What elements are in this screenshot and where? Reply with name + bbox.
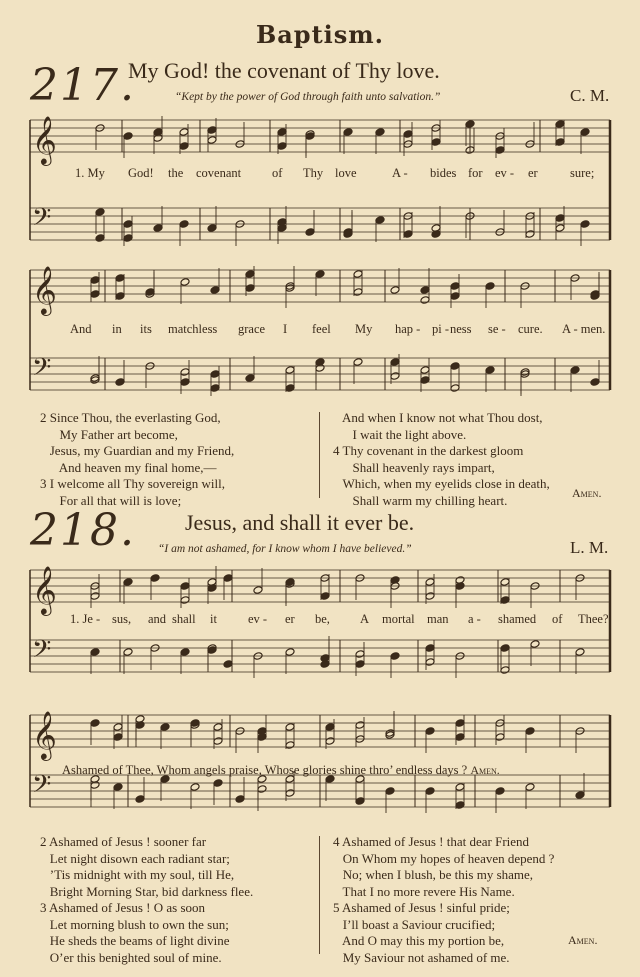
note-head bbox=[113, 783, 123, 792]
note-head bbox=[420, 286, 430, 295]
lyric-syllable: I bbox=[283, 322, 288, 336]
bass-clef-icon: 𝄢 bbox=[32, 353, 52, 388]
note-head bbox=[207, 224, 217, 233]
note-head bbox=[135, 721, 145, 730]
note-head bbox=[525, 230, 535, 239]
lyric-syllable: for bbox=[468, 166, 483, 180]
note-head bbox=[315, 364, 325, 373]
lyric-syllable: bides bbox=[430, 166, 457, 180]
treble-clef-icon: 𝄞 bbox=[32, 565, 57, 614]
music-system-1 bbox=[0, 108, 640, 263]
note-head bbox=[485, 366, 495, 375]
note-head bbox=[123, 578, 133, 587]
note-head bbox=[285, 384, 295, 393]
note-head bbox=[285, 789, 295, 798]
note-head bbox=[455, 719, 465, 728]
lyric-syllable: be, bbox=[315, 612, 330, 626]
lyric-syllable: pi - bbox=[432, 322, 450, 336]
note-head bbox=[210, 286, 220, 295]
lyric-syllable: sure; bbox=[570, 166, 595, 180]
lyric-syllable: its bbox=[140, 322, 152, 336]
note-head bbox=[570, 366, 580, 375]
note-head bbox=[153, 134, 163, 143]
lyric-syllable: feel bbox=[312, 322, 331, 336]
note-head bbox=[500, 578, 510, 587]
hymn-number: 217. bbox=[30, 60, 136, 111]
note-head bbox=[277, 218, 287, 227]
lyrics-line bbox=[0, 322, 640, 338]
lyric-syllable: man bbox=[427, 612, 449, 626]
note-head bbox=[495, 146, 505, 155]
note-head bbox=[213, 737, 223, 746]
lyric-syllable: a - bbox=[468, 612, 481, 626]
note-head bbox=[90, 290, 100, 299]
note-head bbox=[213, 723, 223, 732]
note-head bbox=[425, 727, 435, 736]
note-head bbox=[207, 584, 217, 593]
note-head bbox=[530, 640, 540, 649]
note-head bbox=[123, 132, 133, 141]
lyric-syllable: it bbox=[210, 612, 217, 626]
note-head bbox=[353, 358, 363, 367]
note-head bbox=[403, 230, 413, 239]
note-head bbox=[575, 791, 585, 800]
note-head bbox=[485, 282, 495, 291]
note-head bbox=[245, 270, 255, 279]
note-head bbox=[450, 292, 460, 301]
note-head bbox=[113, 733, 123, 742]
note-head bbox=[320, 592, 330, 601]
lyrics-line bbox=[62, 763, 500, 778]
lyric-syllable: ev - bbox=[248, 612, 268, 626]
amen: Amen. bbox=[568, 933, 598, 947]
note-head bbox=[525, 727, 535, 736]
lyric-syllable: mortal bbox=[382, 612, 415, 626]
note-head bbox=[153, 224, 163, 233]
lyric-syllable: Thy bbox=[303, 166, 324, 180]
note-head bbox=[213, 779, 223, 788]
lyric-syllable: covenant bbox=[196, 166, 242, 180]
note-head bbox=[95, 234, 105, 243]
note-head bbox=[160, 723, 170, 732]
note-head bbox=[525, 783, 535, 792]
lyric-syllable: matchless bbox=[168, 322, 218, 336]
note-head bbox=[190, 783, 200, 792]
note-head bbox=[355, 660, 365, 669]
note-head bbox=[325, 737, 335, 746]
note-head bbox=[90, 719, 100, 728]
lyric-syllable: A - bbox=[392, 166, 408, 180]
note-head bbox=[90, 781, 100, 790]
note-head bbox=[580, 128, 590, 137]
note-head bbox=[465, 120, 475, 129]
note-head bbox=[420, 296, 430, 305]
treble-clef-icon: 𝄞 bbox=[32, 710, 57, 759]
note-head bbox=[135, 795, 145, 804]
lyric-syllable: God! bbox=[128, 166, 154, 180]
note-head bbox=[90, 276, 100, 285]
lyrics-line bbox=[0, 166, 640, 182]
note-head bbox=[450, 362, 460, 371]
note-head bbox=[115, 274, 125, 283]
treble-clef-icon: 𝄞 bbox=[32, 115, 57, 164]
lyric-syllable: the bbox=[168, 166, 184, 180]
verses-right: And when I know not what Thou dost, I wait the light above. 4 Thy covenant in the darkest gloom Shall heavenly rays impart, Which, when my eyelids close in death, Shall warm my chilling heart. bbox=[333, 410, 550, 508]
note-head bbox=[455, 801, 465, 810]
note-head bbox=[90, 592, 100, 601]
note-head bbox=[555, 214, 565, 223]
note-head bbox=[500, 666, 510, 675]
note-head bbox=[113, 723, 123, 732]
note-head bbox=[277, 128, 287, 137]
note-head bbox=[285, 648, 295, 657]
amen: Amen. bbox=[470, 763, 500, 777]
note-head bbox=[390, 358, 400, 367]
note-head bbox=[210, 384, 220, 393]
lyric-syllable: 1. My bbox=[75, 166, 105, 180]
lyric-syllable: love bbox=[335, 166, 357, 180]
note-head bbox=[390, 372, 400, 381]
note-head bbox=[420, 366, 430, 375]
note-head bbox=[355, 797, 365, 806]
note-head bbox=[180, 378, 190, 387]
lyric-syllable: in bbox=[112, 322, 122, 336]
note-head bbox=[590, 378, 600, 387]
note-head bbox=[123, 648, 133, 657]
lyric-syllable: A bbox=[360, 612, 370, 626]
note-head bbox=[420, 376, 430, 385]
note-head bbox=[431, 138, 441, 147]
note-head bbox=[179, 142, 189, 151]
note-head bbox=[90, 648, 100, 657]
note-head bbox=[257, 785, 267, 794]
lyrics-line bbox=[0, 612, 640, 628]
note-head bbox=[223, 660, 233, 669]
bass-clef-icon: 𝄢 bbox=[32, 635, 52, 670]
note-head bbox=[180, 648, 190, 657]
section-title: Baptism. bbox=[255, 20, 385, 49]
lyric-syllable: ev - bbox=[495, 166, 515, 180]
note-head bbox=[207, 126, 217, 135]
hymn-meter: C. M. bbox=[570, 86, 610, 105]
note-head bbox=[223, 574, 233, 583]
hymn-motto: “I am not ashamed, for I know whom I have believed.” bbox=[158, 543, 412, 555]
note-head bbox=[320, 654, 330, 663]
note-head bbox=[180, 368, 190, 377]
note-head bbox=[495, 787, 505, 796]
note-head bbox=[315, 270, 325, 279]
lyric-syllable: Thee? bbox=[578, 612, 609, 626]
verses-right: 4 Ashamed of Jesus ! that dear Friend On Whom my hopes of heaven depend ? No; when I blush, be this my shame, That I no more revere His Name. 5 Ashamed of Jesus ! sinful pride; I’ll boast a Saviour crucified; And O may this my portion be, My Saviour not ashamed of me. bbox=[333, 834, 555, 965]
lyric-syllable: My bbox=[355, 322, 373, 336]
note-head bbox=[210, 370, 220, 379]
lyric-syllable: of bbox=[552, 612, 563, 626]
lyric-syllable: 1. Je - bbox=[70, 612, 101, 626]
note-head bbox=[343, 128, 353, 137]
lyric-syllable: er bbox=[285, 612, 295, 626]
note-head bbox=[425, 787, 435, 796]
music-system-3 bbox=[0, 558, 640, 703]
lyrics-text: Ashamed of Thee, Whom angels praise, Whose glories shine thro’ endless days ? bbox=[62, 763, 468, 777]
lyric-syllable: And bbox=[70, 322, 92, 336]
note-head bbox=[450, 282, 460, 291]
lyric-syllable: se - bbox=[488, 322, 506, 336]
lyric-syllable: cure. bbox=[518, 322, 543, 336]
note-head bbox=[425, 592, 435, 601]
note-head bbox=[180, 596, 190, 605]
note-head bbox=[555, 138, 565, 147]
note-head bbox=[207, 136, 217, 145]
note-head bbox=[500, 596, 510, 605]
lyric-syllable: hap - bbox=[395, 322, 421, 336]
column-divider bbox=[319, 836, 320, 954]
note-head bbox=[575, 648, 585, 657]
hymn-motto: “Kept by the power of God through faith unto salvation.” bbox=[175, 91, 441, 103]
hymn-meter: L. M. bbox=[570, 538, 609, 557]
note-head bbox=[179, 220, 189, 229]
note-head bbox=[325, 723, 335, 732]
note-head bbox=[355, 721, 365, 730]
note-head bbox=[235, 795, 245, 804]
note-head bbox=[390, 652, 400, 661]
note-head bbox=[245, 284, 255, 293]
treble-clef-icon: 𝄞 bbox=[32, 265, 57, 314]
note-head bbox=[425, 658, 435, 667]
hymn-title: Jesus, and shall it ever be. bbox=[185, 510, 415, 535]
note-head bbox=[425, 644, 435, 653]
hymn-number: 218. bbox=[30, 505, 136, 556]
note-head bbox=[123, 220, 133, 229]
note-head bbox=[285, 366, 295, 375]
note-head bbox=[403, 130, 413, 139]
lyric-syllable: ness bbox=[450, 322, 472, 336]
note-head bbox=[150, 574, 160, 583]
note-head bbox=[277, 142, 287, 151]
note-head bbox=[385, 787, 395, 796]
note-head bbox=[180, 278, 190, 287]
lyric-syllable: and bbox=[148, 612, 167, 626]
note-head bbox=[500, 644, 510, 653]
note-head bbox=[180, 582, 190, 591]
note-head bbox=[305, 228, 315, 237]
note-head bbox=[115, 378, 125, 387]
note-head bbox=[390, 286, 400, 295]
lyric-syllable: shall bbox=[172, 612, 196, 626]
amen: Amen. bbox=[572, 486, 602, 500]
note-head bbox=[375, 128, 385, 137]
verses-left: 2 Ashamed of Jesus ! sooner far Let night disown each radiant star; ’Tis midnight with my soul, till He, Bright Morning Star, bid darkness flee. 3 Ashamed of Jesus ! O as soon Let morning blush to own the sun; He sheds the beams of light divine O’er this benighted soul of mine. bbox=[40, 834, 254, 965]
note-head bbox=[245, 374, 255, 383]
note-head bbox=[455, 733, 465, 742]
note-head bbox=[555, 224, 565, 233]
note-head bbox=[455, 783, 465, 792]
column-divider bbox=[319, 412, 320, 498]
note-head bbox=[123, 234, 133, 243]
verses-left: 2 Since Thou, the everlasting God, My Father art become, Jesus, my Guardian and my Friend, And heaven my final home,— 3 I welcome all Thy sovereign will, For all that will is love; bbox=[40, 410, 235, 508]
note-head bbox=[285, 741, 295, 750]
note-head bbox=[95, 208, 105, 217]
bass-clef-icon: 𝄢 bbox=[32, 770, 52, 805]
note-head bbox=[555, 120, 565, 129]
note-head bbox=[257, 733, 267, 742]
note-head bbox=[375, 216, 385, 225]
note-head bbox=[253, 586, 263, 595]
note-head bbox=[450, 384, 460, 393]
note-head bbox=[431, 230, 441, 239]
note-head bbox=[425, 578, 435, 587]
note-head bbox=[355, 650, 365, 659]
lyric-syllable: A - men. bbox=[562, 322, 606, 336]
bass-clef-icon: 𝄢 bbox=[32, 203, 52, 238]
note-head bbox=[353, 270, 363, 279]
note-head bbox=[285, 723, 295, 732]
lyric-syllable: grace bbox=[238, 322, 266, 336]
lyric-syllable: er bbox=[528, 166, 538, 180]
note-head bbox=[495, 733, 505, 742]
lyric-syllable: sus, bbox=[112, 612, 132, 626]
note-head bbox=[353, 288, 363, 297]
note-head bbox=[390, 576, 400, 585]
note-head bbox=[115, 292, 125, 301]
note-head bbox=[580, 220, 590, 229]
note-head bbox=[455, 576, 465, 585]
hymn-title: My God! the covenant of Thy love. bbox=[128, 58, 440, 83]
note-head bbox=[179, 128, 189, 137]
lyric-syllable: of bbox=[272, 166, 283, 180]
lyric-syllable: shamed bbox=[498, 612, 537, 626]
